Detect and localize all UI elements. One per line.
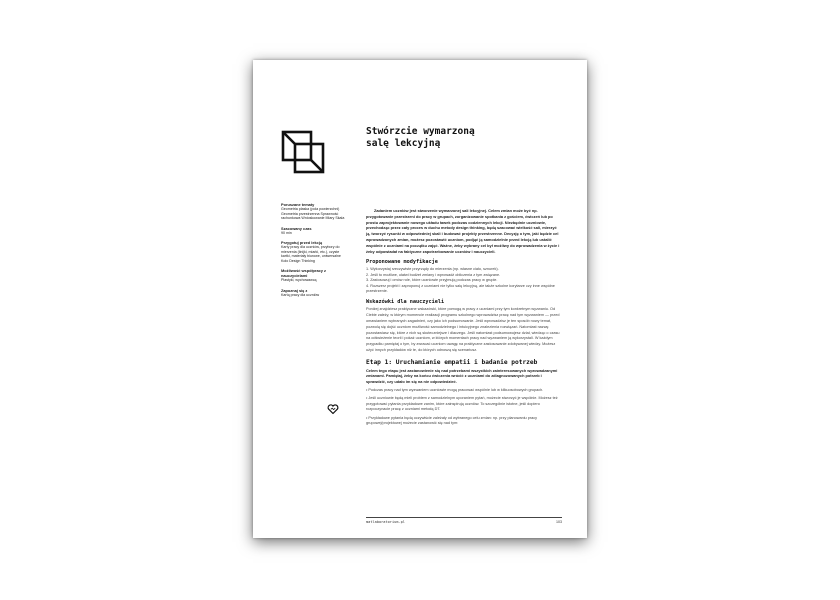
list-item: 2. Jeśli to możliwe, ułatwi budżet zmiany i wprowadź obliczenia z tym związane. [366,272,501,277]
cube-icon [281,130,325,174]
sidebar-heading: Przygotuj przed lekcją [281,240,323,245]
sidebar-heading: Zapoznaj się z [281,287,308,293]
sidebar-block-read [281,288,347,298]
sidebar-text: Geometria płaska (pola powierzchni) Geometria przestrzenna Sprawność rachunkowa Wnioskowanie Miary Skala [281,207,345,220]
sidebar-block-cooperation [281,268,347,283]
list-item: • Jeśli uczniowie będą mieli problem z samodzielnym uporaniem pytań, możecie stworzyć je wspólnie. Możesz też przygotować pytania przykładowe zanim, które zainspirują uczniów. To szczególnie istotne, jeśli dopiero rozpoczynacie pracę z uczniami metodą DT. [366,396,558,412]
list-item: 4. Rozszerz projekt i zaproponuj z uczniami nie tylko salę lekcyjną, ale także szkolne korytarze czy inne wspólne przestrzenie. [366,283,555,293]
tips-paragraph: Poniżej znajdziesz praktyczne wskazówki, które pomogą w pracy z uczniami przy tym konkretnym wyzwaniu. Od Ciebie zależy, w którym momencie realizacji programu szkolnego wprowadzisz pracę nad tym wyzwaniem — przed omawianiem wybranych zagadnień, czy jako ich podsumowanie. Jeśli wprowadzisz je ten sposób nowy temat, pozwolą się dojść uczniom możliwość samodzielnego i intuicyjnego znalezienia rozwiązań. Natomiast nazwę pozostawiasz się, które z nich są skuteczniejsze i dlaczego. Jeśli natomiast podsumowujesz dział, wiedząc o czasu na odświeżenie teorii i pokaż uczniom, w których momentach pracy nad wyzwaniem ją wykorzystali. W każdym przypadku pamiętaj o tym, by zwracać uczniom uwagę na praktyczne zastosowanie zdobywanej wiedzy. Możesz użyć innych przykładów niż te, do których odnoszą się scenariusz. [366,307,560,352]
page-title: Stwórzcie wymarzoną salę lekcyjną [366,126,475,149]
sidebar-block-topics [281,202,347,221]
page-number: 103 [556,520,562,524]
footer-divider [366,517,562,518]
list-item: • Przykładowe pytania będą oczywiście zależały od wybranego celu zmian: np. przy planowaniu pracy grupowej/projektowej możecie zastanowić się nad tym: [366,415,538,426]
sidebar-text: Plastyki, wychowawcą [281,278,317,282]
sidebar-block-time [281,226,347,236]
main-content [366,208,562,430]
heart-icon [327,403,339,415]
sidebar-heading: Możliwość współpracy z nauczycielami [281,268,326,278]
footer-url: matlaboratorium.pl [366,520,405,524]
sidebar-text: Kartą pracy dla uczniów [281,292,320,297]
modifications-heading: Proponowane modyfikacje [366,259,438,266]
modifications-list [366,267,562,294]
list-item: • Podczas pracy nad tym wyzwaniem uczniowie mogą pracować wspólnie lub w kilkuosobowych grupach. [366,387,544,392]
document-page [253,60,587,538]
list-item: 1. Wykorzystaj rzeczywiste przyrządy do mierzenia (np. własne ciało, sznurek). [366,267,499,272]
sidebar-text: 90 min [281,230,292,235]
tips-heading: Wskazówki dla nauczycieli [366,299,445,306]
sidebar-text: Karty pracy dla uczniów, przybory do mierzenia (linijki, miarki, etc.), czyste kartki, materiały biurowe, uniwersalne Koło Design Thinking [281,245,341,263]
sidebar-heading: Szacowany czas [281,225,312,231]
intro-paragraph: Zadaniem uczniów jest stworzenie wymarzonej sali lekcyjnej. Celem zmian może być np. przygotowanie przestrzeni do pracy w grupach, zorganizowanie spotkania z gościem, ćwiczeń lub po prostu zaprojektowanie nowego układu ławek podczas codziennych lekcji. Niezbędnie uczniowie, przechodząc przez cały proces w duchu metody design thinking, będą szacować wielkość sali, mierzyć ją, tworzyć rysunki w odpowiedniej skali i budować projekty przestrzenne. Decyzję o tym, jaki będzie cel wprowadzonych zmian, możesz pozostawić uczniom, podjąć ją samodzielnie przed lekcją lub ustalić wspólnie z uczniami na początku zajęć. Ważne, żeby wybrany cel był możliwy do wprowadzenia w życie i żeby odpowiadał na faktyczne zapotrzebowanie uczniów i nauczycieli. [366,208,560,254]
sidebar-heading: Poruszane tematy [281,202,315,207]
stage1-lead: Celem tego etapu jest zastanowienie się nad potrzebami wszystkich zainteresowanych wprowadzanymi zmianami. Pamiętaj, żeby na końcu ćwiczenia wrócić z uczniami do zdiagnozowanych potrzeb i sprawdzić, czy udało im się na nie odpowiedzieć. [366,367,558,384]
sidebar [281,202,347,302]
list-item: 3. Zastosowuj i omów role, które uczniowie przyjmują podczas pracy w grupie. [366,278,498,283]
sidebar-block-prepare [281,240,347,263]
stage1-heading: Etap 1: Uruchamianie empatii i badanie potrzeb [366,358,538,366]
